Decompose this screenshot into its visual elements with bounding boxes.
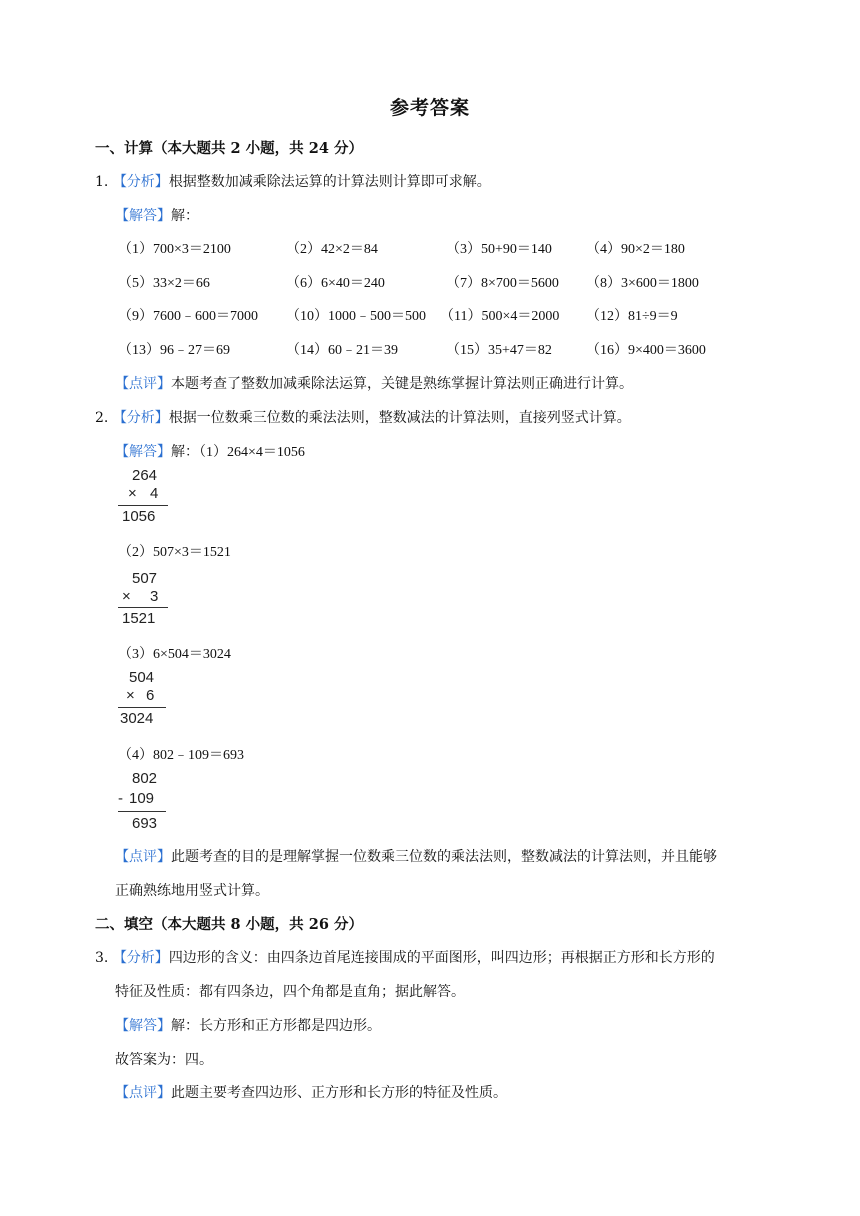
question-2-analysis (95, 407, 631, 427)
calc-item-4: （4）90×2＝180 (586, 242, 685, 257)
analysis-text-line1: 四边形的含义：由四条边首尾连接围成的平面图形，叫四边形；再根据正方形和长方形的 (168, 950, 715, 966)
answer-intro: 解： (171, 208, 199, 224)
question-1-analysis (95, 171, 491, 191)
question-3-answer (115, 1015, 381, 1035)
calc-item-1: （1）700×3＝2100 (118, 242, 231, 257)
calc-top-number: 504 (129, 669, 155, 686)
analysis-text-line2: 特征及性质：都有四条边，四个角都是直角；据此解答。 (115, 984, 465, 1000)
answer-text: 解：长方形和正方形都是四边形。 (171, 1018, 381, 1034)
question-2-answer (115, 441, 305, 461)
calc-item-13: （13）96﹣27＝69 (118, 343, 230, 358)
comment-tag: 【点评】 (115, 849, 171, 865)
calc-bottom-number: 4 (150, 485, 159, 502)
final-answer: 故答案为：四。 (115, 1052, 213, 1068)
calc-result: 1056 (122, 508, 156, 525)
question-number: 1. (95, 174, 109, 190)
calc-item-14: （14）60﹣21＝39 (286, 343, 398, 358)
answer-tag: 【解答】 (115, 444, 171, 460)
analysis-tag: 【分析】 (112, 174, 169, 190)
answer-tag: 【解答】 (115, 208, 171, 224)
calc-item-16: （16）9×400＝3600 (586, 343, 706, 358)
question-number: 2. (95, 410, 109, 426)
analysis-text: 根据一位数乘三位数的乘法法则，整数减法的计算法则，直接列竖式计算。 (168, 410, 631, 426)
calc-bottom-number: 109 (129, 790, 155, 807)
calc-result: 1521 (122, 610, 156, 627)
calc-item-7: （7）8×700＝5600 (446, 276, 559, 291)
calc-item-3: （3）50+90＝140 (446, 242, 552, 257)
vertical-calculation-1 (118, 467, 170, 527)
answer-intro: 解：（1）264×4＝1056 (171, 445, 305, 460)
vertical-calculation-2 (118, 570, 170, 630)
comment-text-line2: 正确熟练地用竖式计算。 (115, 883, 269, 899)
comment-tag: 【点评】 (115, 1085, 171, 1101)
calc-item-10: （10）1000﹣500＝500 (286, 309, 426, 324)
calc-item-2: （2）42×2＝84 (286, 242, 378, 257)
calc-result: 693 (132, 815, 158, 832)
calc-label-3: （3）6×504＝3024 (118, 647, 231, 662)
question-1-comment (115, 373, 633, 393)
calc-item-8: （8）3×600＝1800 (586, 276, 699, 291)
question-3-analysis (95, 947, 715, 967)
calc-item-12: （12）81÷9＝9 (586, 309, 678, 324)
calc-rule (118, 607, 168, 608)
comment-tag: 【点评】 (115, 376, 171, 392)
question-2-comment (115, 846, 717, 866)
calc-operator: - (118, 790, 123, 807)
calc-item-9: （9）7600﹣600＝7000 (118, 309, 258, 324)
page-title: 参考答案 (389, 97, 470, 119)
calc-top-number: 802 (132, 770, 158, 787)
question-number: 3. (95, 950, 109, 966)
calc-operator: × (122, 588, 131, 605)
calc-label-2: （2）507×3＝1521 (118, 545, 231, 560)
calc-rule (118, 707, 166, 708)
calc-top-number: 507 (132, 570, 158, 587)
comment-text-line1: 此题考查的目的是理解掌握一位数乘三位数的乘法法则，整数减法的计算法则，并且能够 (171, 849, 717, 865)
calc-result: 3024 (120, 710, 154, 727)
calc-item-5: （5）33×2＝66 (118, 276, 210, 291)
calc-item-6: （6）6×40＝240 (286, 276, 385, 291)
calc-label-4: （4）802﹣109＝693 (118, 748, 244, 763)
calc-item-11: （11）500×4＝2000 (440, 309, 560, 324)
analysis-tag: 【分析】 (112, 950, 169, 966)
comment-text: 此题主要考查四边形、正方形和长方形的特征及性质。 (171, 1085, 507, 1101)
calc-operator: × (128, 485, 137, 502)
calc-bottom-number: 3 (150, 588, 159, 605)
comment-text: 本题考查了整数加减乘除法运算，关键是熟练掌握计算法则正确进行计算。 (171, 376, 633, 392)
question-3-comment (115, 1082, 507, 1102)
analysis-text: 根据整数加减乘除法运算的计算法则计算即可求解。 (168, 174, 491, 190)
calc-bottom-number: 6 (146, 687, 155, 704)
question-1-answer (115, 205, 199, 225)
answer-tag: 【解答】 (115, 1018, 171, 1034)
vertical-calculation-4 (118, 770, 170, 834)
calc-operator: × (126, 687, 135, 704)
section-heading-calculation: 一、计算（本大题共 2 小题，共 24 分） (95, 140, 363, 157)
section-heading-fill-in: 二、填空（本大题共 8 小题，共 26 分） (95, 916, 363, 933)
vertical-calculation-3 (118, 669, 170, 729)
calc-top-number: 264 (132, 467, 158, 484)
calc-rule (118, 505, 168, 506)
calc-item-15: （15）35+47＝82 (446, 343, 552, 358)
analysis-tag: 【分析】 (112, 410, 169, 426)
calc-rule (118, 811, 166, 812)
